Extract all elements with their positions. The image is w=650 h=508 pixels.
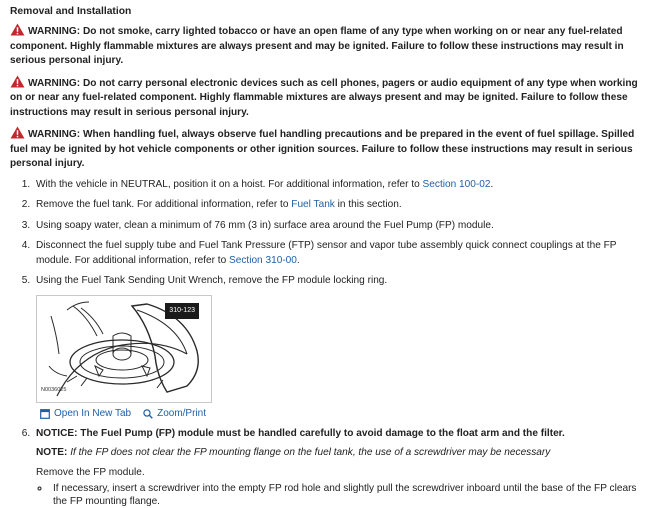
link-section-310-00[interactable]: Section 310-00 [229,254,297,266]
warning-3 [10,126,640,172]
note-label: NOTE: [36,446,68,458]
warning-1 [10,23,640,69]
open-in-new-tab-label: Open In New Tab [54,407,132,419]
step-6-subtext: Remove the FP module. [36,466,145,478]
step-6-note [36,446,640,460]
link-section-100-02[interactable]: Section 100-02 [422,178,491,190]
figure-image[interactable] [36,295,212,403]
step-1-text: With the vehicle in NEUTRAL, position it on a hoist. For additional information, refer to [36,178,423,190]
zoom-print-label: Zoom/Print [157,407,206,419]
step-1-after: . [490,178,494,190]
note-text: If the FP does not clear the FP mounting flange on the fuel tank, the use of a screwdriver may be necessary [70,446,551,458]
figure-actions [36,407,212,422]
step-6-notice: NOTICE: The Fuel Pump (FP) module must be handled carefully to avoid damage to the float arm and the filter. [36,428,565,439]
zoom-print-button[interactable] [143,407,206,422]
step-4 [33,239,640,268]
bullet-item: ◦ If necessary, insert a screwdriver into the empty FP rod hole and slightly pull the screwdriver inboard until the base of the FP clears the FP mounting flange. [50,482,640,508]
section-title: Removal and Installation [10,6,132,17]
warning-2-text: WARNING: Do not carry personal electronic devices such as cell phones, pagers or audio equipment of any type when working on or near any fuel-related component. Highly flammable mixtures are always present and may be ignited. Failure to follow these instructions may result in serious personal injury. [10,77,638,118]
open-in-new-tab-button[interactable] [40,407,131,422]
warning-triangle-icon [10,126,25,139]
step-1 [33,178,640,193]
step-2-text: Remove the fuel tank. For additional information, refer to [36,199,292,210]
step-3 [33,219,640,234]
warning-triangle-icon [10,23,25,36]
step-3-text: Using soapy water, clean a minimum of 76 mm (3 in) surface area around the Fuel Pump (FP) module. [36,219,494,231]
figure [36,295,212,422]
open-in-new-tab-icon [40,409,50,419]
warning-3-text: WARNING: When handling fuel, always observe fuel handling precautions and be prepared in the event of fuel spillage. Spilled fuel may be ignited by hot vehicle components or other ignition sources. Failure to follow these instructions may result in serious personal injury. [10,129,635,169]
step-4-text: Disconnect the fuel supply tube and Fuel Tank Pressure (FTP) sensor and vapor tube assembly quick connect couplings at the FP module. For additional information, refer to [36,240,617,266]
zoom-icon [143,409,153,419]
tool-number-label: 310-123 [165,303,199,320]
steps-list [10,178,640,508]
step-2 [33,198,640,213]
step-5 [33,274,640,421]
link-fuel-tank[interactable]: Fuel Tank [291,199,335,210]
step-6-bullets [36,482,640,508]
step-4-after: . [296,254,300,266]
step-2-after: in this section. [334,199,402,210]
step-6 [33,427,640,508]
figure-code: N0036025 [41,387,67,393]
warning-1-text: WARNING: Do not smoke, carry lighted tobacco or have an open flame of any type when working on or near any fuel-related component. Highly flammable mixtures are always present and may be ignited. Failure to follow these instructions may result in serious personal injury. [10,26,624,66]
warning-2 [10,75,640,121]
step-5-text: Using the Fuel Tank Sending Unit Wrench, remove the FP module locking ring. [36,275,388,286]
warning-triangle-icon [10,75,25,88]
